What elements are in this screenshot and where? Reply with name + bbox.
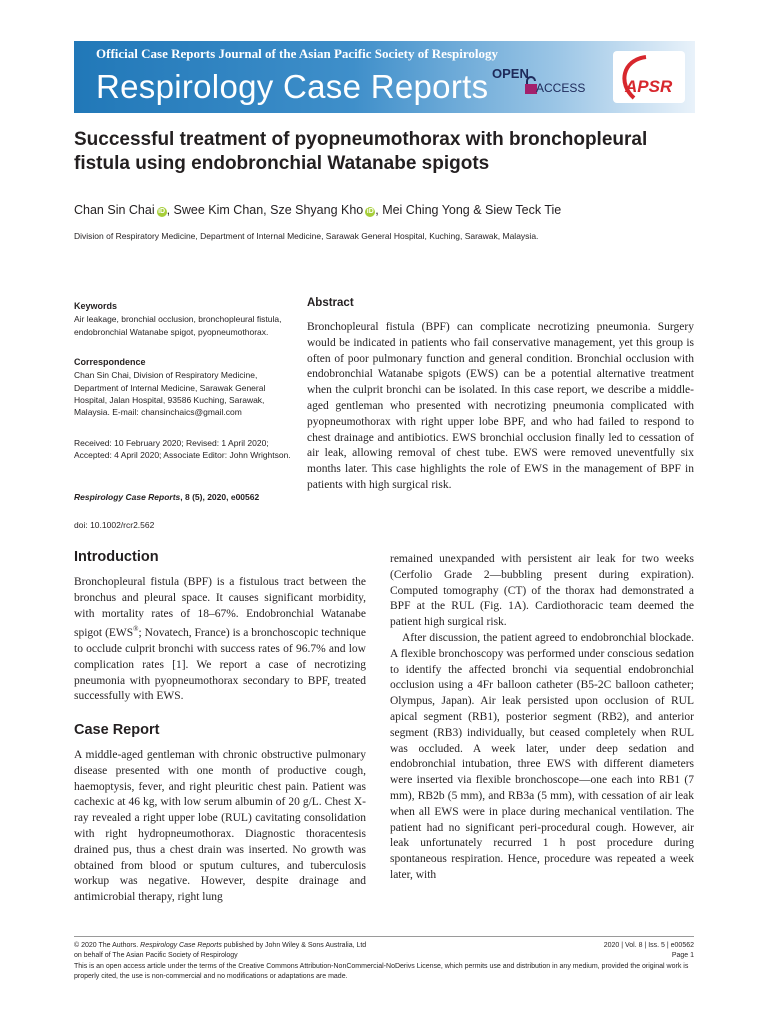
correspondence-heading: Correspondence xyxy=(74,357,146,367)
footer-issue xyxy=(604,941,694,961)
abstract-text: Bronchopleural fistula (BPF) can complicate necrotizing pneumonia. Surgery would be indicated in patients who fail conservative management, yet this group is often of poor pulmonary function and general condition. Bronchial occlusion with endobronchial Watanabe spigots (EWS) can be a potential alternative treatment when the culprit bronchi can be isolated. In this case report, we describe a middle-aged gentleman who presented with necrotizing pneumonia complicated with pyopneumothorax with right upper lobe BPF, and who had failed to respond to chest drainage and antibiotics. EWS bronchial occlusion finally led to cessation of air leak, allowing removal of chest tube. EWS were removed uneventfully six months later. This case highlights the role of EWS in the management of BPF in patients with high surgical risk. xyxy=(307,321,694,491)
correspondence-text: Chan Sin Chai, Division of Respiratory Medicine, Department of Internal Medicine, Sarawak General Hospital, Jalan Hospital, 93586 Kuching, Sarawak, Malaysia. E-mail: chansinchaics@gmail.com xyxy=(74,370,266,418)
footer-divider xyxy=(74,936,694,937)
citation-journal: Respirology Case Reports xyxy=(74,492,181,502)
keywords-heading: Keywords xyxy=(74,301,118,311)
case-report-text-1 xyxy=(74,748,366,906)
affiliation: Division of Respiratory Medicine, Department of Internal Medicine, Sarawak General Hospital, Kuching, Sarawak, Malaysia. xyxy=(74,231,539,241)
registered-mark: ® xyxy=(133,625,139,634)
open-access-access: ACCESS xyxy=(536,81,586,95)
abstract-heading: Abstract xyxy=(307,297,354,309)
citation-details: , 8 (5), 2020, e00562 xyxy=(180,492,260,502)
license-text: This is an open access article under the terms of the Creative Commons Attribution-NonCommercial-NoDerivs License, which permits use and distribution in any medium, provided the original work is properly cited, the use is non-commercial and no modifications or adaptations are made. xyxy=(74,963,689,980)
orcid-icon[interactable]: iD xyxy=(366,208,374,215)
author-list xyxy=(74,203,694,217)
case-paragraph-1: A middle-aged gentleman with chronic obstructive pulmonary disease presented with one month of productive cough, haemoptysis, fever, and right pleuritic chest pain. Patient was cachexic at 46 kg, with low serum albumin of 20 g/L. Chest X-ray revealed a right upper lobe (RUL) cavitating consolidation with right hydropneumothorax. Diagnostic thoracentesis drained pus, thus a chest drain was inserted. No growth was obtained from blood or sputum cultures, and tuberculosis workup was negative. However, despite drainage and antimicrobial therapy, right lung xyxy=(74,749,366,904)
case-report-heading: Case Report xyxy=(74,722,160,738)
copyright-journal: Respirology Case Reports xyxy=(140,942,222,949)
intro-text-a: Bronchopleural fistula (BPF) is a fistulous tract between the bronchus and pleural space. It causes significant morbidity, with mortality rates of 18–67%. Endobronchial Watanabe spigot (EWS xyxy=(74,576,366,640)
keywords-block xyxy=(74,300,296,338)
intro-text-b: ; Novatech, France) is a bronchoscopic technique to occlude culprit bronchi with success rates of 96.7% and low complication rates [1]. We report a case of necrotizing pneumonia with pyopneumothorax secondary to BPF, treated successfully with EWS. xyxy=(74,627,366,703)
open-access-open: OPEN xyxy=(492,66,529,81)
doi[interactable]: doi: 10.1002/rcr2.562 xyxy=(74,520,155,530)
journal-banner xyxy=(74,41,695,113)
introduction-text xyxy=(74,575,366,705)
correspondence-block xyxy=(74,356,296,418)
author-4-5: , Mei Ching Yong & Siew Teck Tie xyxy=(375,203,562,217)
received-dates: Received: 10 February 2020; Revised: 1 April 2020; Accepted: 4 April 2020; Associate Editor: John Wrightson. xyxy=(74,438,291,461)
author-2-3: , Swee Kim Chan, Sze Shyang Kho xyxy=(166,203,364,217)
citation xyxy=(74,491,296,503)
orcid-icon[interactable]: iD xyxy=(158,208,166,215)
banner-subtitle: Official Case Reports Journal of the Asian Pacific Society of Respirology xyxy=(96,46,498,61)
apsr-logo-text: APSR xyxy=(625,77,673,96)
copyright-behalf: on behalf of The Asian Pacific Society of Respirology xyxy=(74,952,238,959)
author-1: Chan Sin Chai xyxy=(74,203,155,217)
issue-info: 2020 | Vol. 8 | Iss. 5 | e00562 xyxy=(603,942,694,949)
page-number: Page 1 xyxy=(671,952,694,959)
keywords-text: Air leakage, bronchial occlusion, bronchopleural fistula, endobronchial Watanabe spigot, pyopneumothorax. xyxy=(74,314,282,337)
article-title: Successful treatment of pyopneumothorax with bronchopleural fistula using endobronchial Watanabe spigots xyxy=(74,129,648,174)
case-paragraph-2: remained unexpanded with persistent air leak for two weeks (Cerfolio Grade 2—bubbling present during expiration). Computed tomography (CT) of the thorax had demonstrated a BPF at the RUL (Fig. 1A). Cardiothoracic team deemed the patient high surgical risk. xyxy=(390,553,694,629)
copyright-a: © 2020 The Authors. xyxy=(74,942,141,949)
apsr-logo xyxy=(613,51,685,103)
copyright-b: published by John Wiley & Sons Australia, Ltd xyxy=(221,942,367,949)
case-paragraph-3: After discussion, the patient agreed to endobronchial blockade. A flexible bronchoscopy was performed under conscious sedation to identify the affected bronchi via sequential endobronchial occlusion using a 4Fr balloon catheter (B5-2C balloon catheter; Olympus, Japan). Air leak persisted upon occlusion of RUL apical segment (RB1), posterior segment (RB2), and anterior segment (RB3) individually, but ceased completely when RUL was occluded. A week later, under deep sedation and endobronchial intubation, three EWS with different diameters were inserted via flexible bronchoscope—one each into RB1 (7 mm), RB2b (5 mm), and RB3a (5 mm), with cessation of air leak when all EWS were in place during mechanical ventilation. The patient had no significant peri-procedural cough. However, air leak unfortunately recurred 1 h post procedure during spontaneous respiration. Hence, procedure was repeated a week later, with xyxy=(390,631,694,881)
journal-name: Respirology Case Reports xyxy=(96,68,489,105)
open-access-logo xyxy=(492,66,586,100)
footer-copyright xyxy=(74,941,494,961)
case-report-text-2 xyxy=(390,552,694,884)
introduction-heading: Introduction xyxy=(74,549,159,565)
